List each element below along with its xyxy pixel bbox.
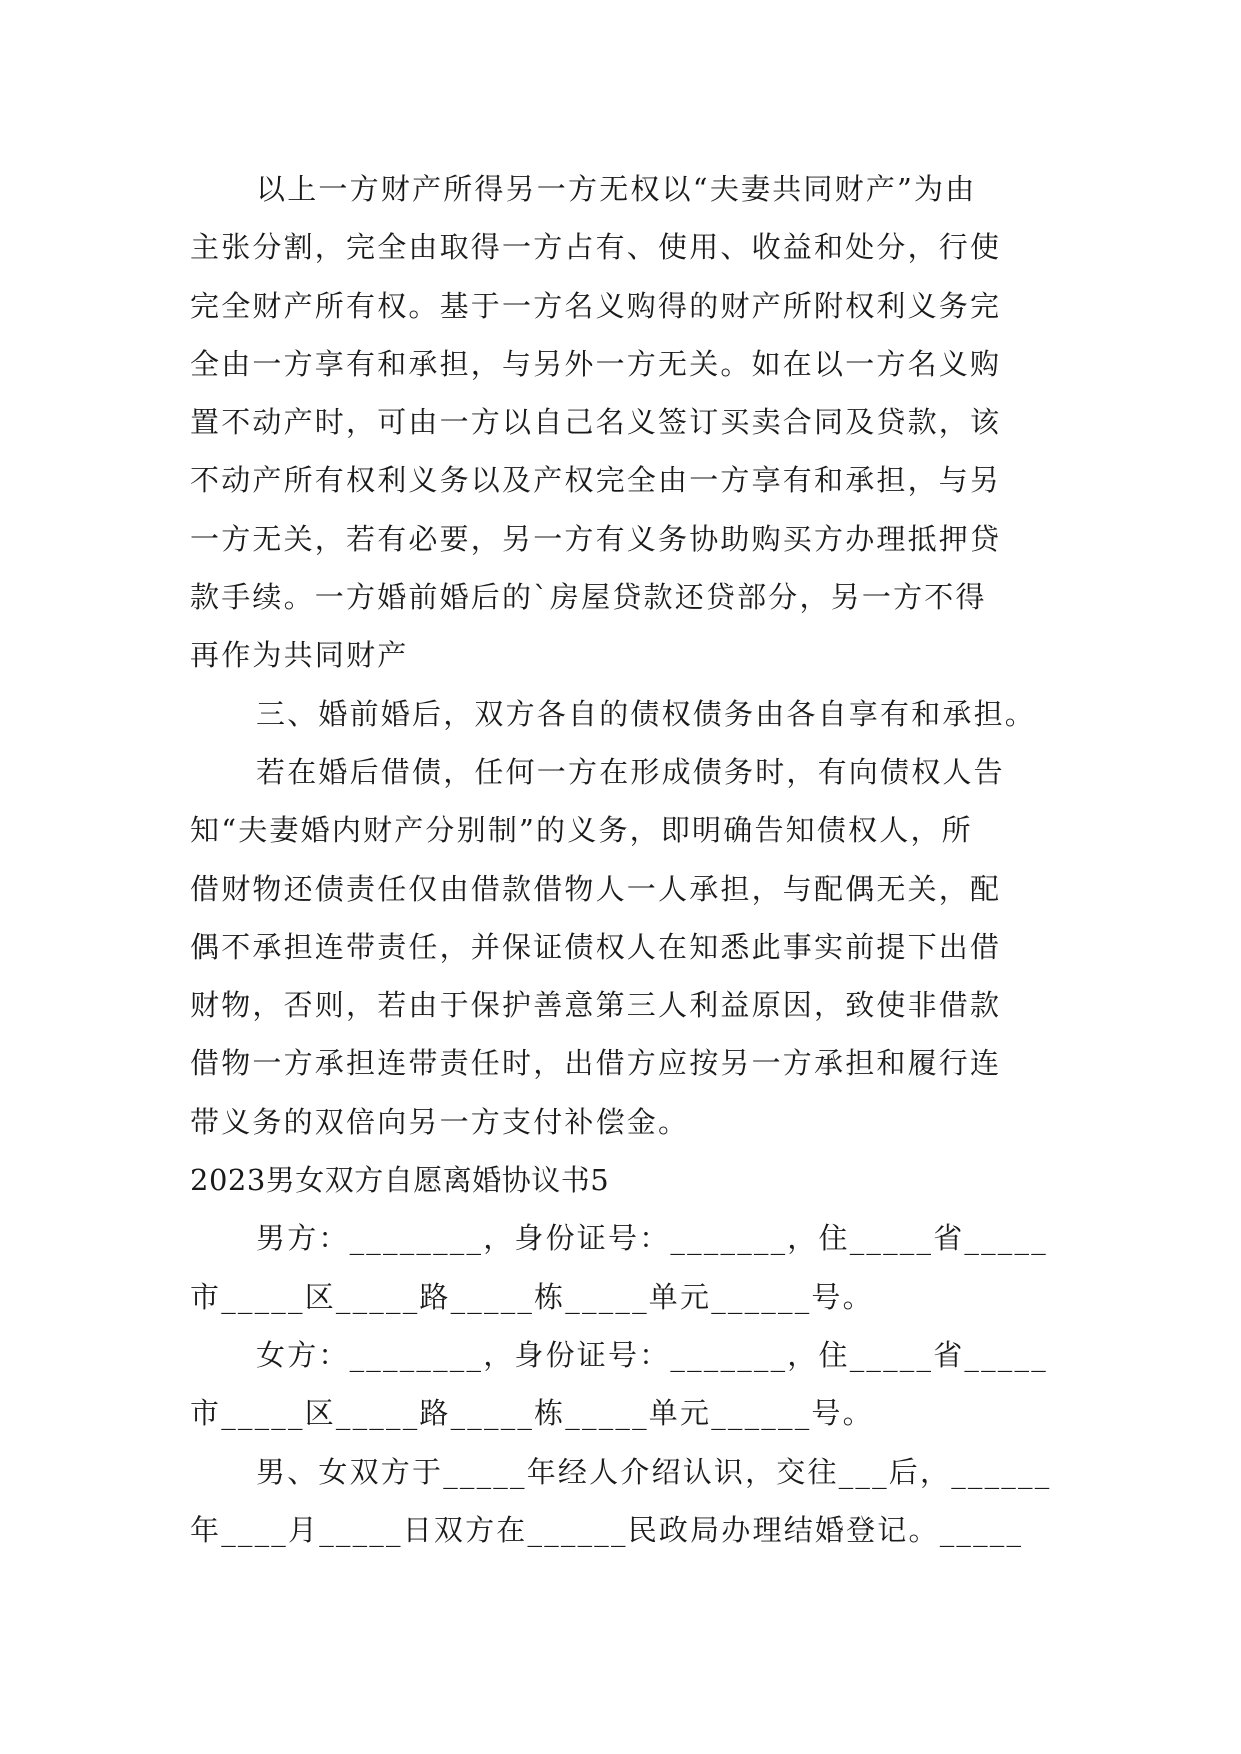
- paragraph-line: 全由一方享有和承担，与另外一方无关。如在以一方名义购: [190, 346, 1002, 381]
- paragraph-line: 主张分割，完全由取得一方占有、使用、收益和处分，行使: [190, 230, 1002, 265]
- paragraph-line: 不动产所有权利义务以及产权完全由一方享有和承担，与另: [190, 463, 1002, 498]
- male-party-line: 男方：________，身份证号：_______，住_____省_____: [256, 1221, 1048, 1256]
- paragraph-line: 完全财产所有权。基于一方名义购得的财产所附权利义务完: [190, 288, 1002, 323]
- clause-three-line: 三、婚前婚后，双方各自的债权债务由各自享有和承担。: [256, 696, 1037, 731]
- paragraph-line: 财物，否则，若由于保护善意第三人利益原因，致使非借款: [190, 988, 1002, 1023]
- paragraph-line: 带义务的双倍向另一方支付补偿金。: [190, 1104, 690, 1139]
- document-page: [190, 160, 1050, 1559]
- paragraph-line: 一方无关，若有必要，另一方有义务协助购买方办理抵押贷: [190, 521, 1002, 556]
- paragraph-line: 借物一方承担连带责任时，出借方应按另一方承担和履行连: [190, 1046, 1002, 1081]
- paragraph-line: 若在婚后借债，任何一方在形成债务时，有向债权人告: [256, 754, 1005, 789]
- section-heading: 2023男女双方自愿离婚协议书5: [190, 1163, 610, 1198]
- female-party-line: 女方：________，身份证号：_______，住_____省_____: [256, 1337, 1048, 1372]
- paragraph-line: 以上一方财产所得另一方无权以“夫妻共同财产”为由: [256, 172, 977, 206]
- male-address-line: 市_____区_____路_____栋_____单元______号。: [190, 1279, 874, 1314]
- paragraph-line: 知“夫妻婚内财产分别制”的义务，即明确告知债权人，所: [190, 813, 973, 848]
- paragraph-line: 置不动产时，可由一方以自己名义签订买卖合同及贷款，该: [190, 405, 1002, 440]
- marriage-history-line: 男、女双方于_____年经人介绍认识，交往___后，______: [256, 1454, 1052, 1489]
- paragraph-line: 偶不承担连带责任，并保证债权人在知悉此事实前提下出借: [190, 929, 1002, 964]
- marriage-registration-line: 年____月_____日双方在______民政局办理结婚登记。_____: [190, 1512, 1024, 1547]
- female-address-line: 市_____区_____路_____栋_____单元______号。: [190, 1396, 874, 1431]
- paragraph-line: 款手续。一方婚前婚后的`房屋贷款还贷部分，另一方不得: [190, 580, 987, 615]
- paragraph-line: 再作为共同财产: [190, 638, 409, 673]
- paragraph-line: 借财物还债责任仅由借款借物人一人承担，与配偶无关，配: [190, 871, 1002, 906]
